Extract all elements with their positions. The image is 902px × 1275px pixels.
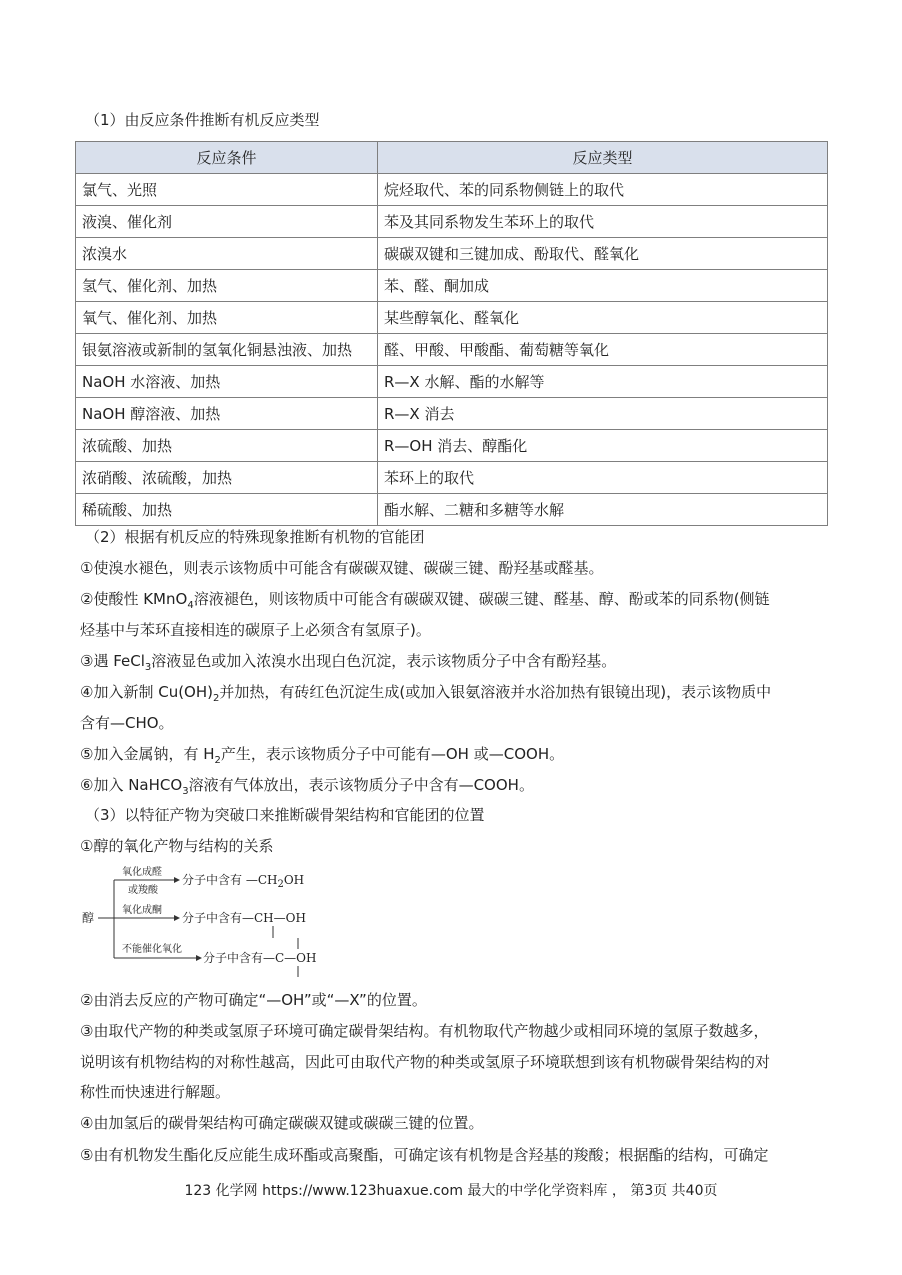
type-cell: 烷烃取代、苯的同系物侧链上的取代 <box>378 174 828 206</box>
type-cell: R—X 消去 <box>378 398 828 430</box>
s3-line-4: ④由加氢后的碳骨架结构可确定碳碳双键或碳碳三键的位置。 <box>80 1114 484 1132</box>
type-cell: R—X 水解、酯的水解等 <box>378 366 828 398</box>
alcohol-oxidation-diagram <box>82 862 372 980</box>
branch-1-result <box>182 872 304 890</box>
s3-line-5: ⑤由有机物发生酯化反应能生成环酯或高聚酯，可确定该有机物是含羟基的羧酸；根据酯的结构，可确定 <box>80 1146 769 1164</box>
condition-cell: 浓硝酸、浓硫酸，加热 <box>76 462 378 494</box>
section-1-title: （1）由反应条件推断有机反应类型 <box>85 111 320 129</box>
condition-cell: 浓溴水 <box>76 238 378 270</box>
s2-line-3-sub: 3 <box>144 662 152 673</box>
type-cell: 苯及其同系物发生苯环上的取代 <box>378 206 828 238</box>
s2-line-5b: 产生，表示该物质分子中可能有—OH 或—COOH。 <box>220 745 565 763</box>
table-row <box>76 366 828 398</box>
branch-2-top-label: 氧化成酮 <box>122 905 162 916</box>
branch-3-top-label: 不能催化氧化 <box>122 944 182 955</box>
table-row <box>76 398 828 430</box>
type-cell: 某些醇氧化、醛氧化 <box>378 302 828 334</box>
s3-line-3b: 说明该有机物结构的对称性越高，因此可由取代产物的种类或氢原子环境联想到该有机物碳骨架结构的对 <box>80 1053 771 1071</box>
condition-cell: NaOH 水溶液、加热 <box>76 366 378 398</box>
s2-line-2a: ②使酸性 KMnO <box>80 590 188 608</box>
branch-3-result: 分子中含有—C—OH <box>203 951 317 965</box>
table-row <box>76 270 828 302</box>
s2-line-4c: 含有—CHO。 <box>80 714 174 732</box>
s2-line-2 <box>80 589 770 609</box>
condition-cell: 氯气、光照 <box>76 174 378 206</box>
table-row <box>76 430 828 462</box>
reaction-conditions-table <box>75 141 828 526</box>
s2-line-4 <box>80 682 771 702</box>
header-reaction-type: 反应类型 <box>378 142 828 174</box>
arrow-2-head <box>174 915 180 921</box>
condition-cell: 液溴、催化剂 <box>76 206 378 238</box>
s2-line-5 <box>80 744 564 764</box>
type-cell: 碳碳双键和三键加成、酚取代、醛氧化 <box>378 238 828 270</box>
s3-line-2: ②由消去反应的产物可确定“—OH”或“—X”的位置。 <box>80 991 427 1009</box>
s2-line-5a: ⑤加入金属钠，有 H <box>80 745 215 763</box>
s3-line-3a: ③由取代产物的种类或氢原子环境可确定碳骨架结构。有机物取代产物越少或相同环境的氢原子数越多， <box>80 1022 769 1040</box>
table-row <box>76 206 828 238</box>
s2-line-6b: 溶液有气体放出，表示该物质分子中含有—COOH。 <box>188 776 534 794</box>
branch-1-top-label: 氧化成醛 <box>122 867 162 878</box>
arrow-3-head <box>196 955 202 961</box>
condition-cell: 氢气、催化剂、加热 <box>76 270 378 302</box>
s2-line-2b: 溶液褪色，则该物质中可能含有碳碳双键、碳碳三键、醛基、醇、酚或苯的同系物(侧链 <box>193 590 770 608</box>
type-cell: 苯环上的取代 <box>378 462 828 494</box>
s2-line-6 <box>80 775 534 795</box>
s2-line-4-sub: 2 <box>213 693 220 704</box>
s2-line-3b: 溶液显色或加入浓溴水出现白色沉淀，表示该物质分子中含有酚羟基。 <box>151 652 617 670</box>
header-condition: 反应条件 <box>76 142 378 174</box>
type-cell: 醛、甲酸、甲酸酯、葡萄糖等氧化 <box>378 334 828 366</box>
s2-line-6a: ⑥加入 NaHCO <box>80 776 183 794</box>
section-3-title: （3）以特征产物为突破口来推断碳骨架结构和官能团的位置 <box>85 806 485 824</box>
branch-1-result-sub: 2 <box>277 879 284 890</box>
page-footer: 123 化学网 https://www.123huaxue.com 最大的中学化学资料库 ， 第3页 共40页 <box>184 1183 718 1199</box>
condition-cell: 氧气、催化剂、加热 <box>76 302 378 334</box>
branch-2-result: 分子中含有—CH—OH <box>182 911 306 925</box>
table-row <box>76 302 828 334</box>
branch-1-result-text: 分子中含有 —CH <box>182 873 278 887</box>
type-cell: 酯水解、二糖和多糖等水解 <box>378 494 828 526</box>
diagram-root-label: 醇 <box>82 911 95 925</box>
condition-cell: NaOH 醇溶液、加热 <box>76 398 378 430</box>
table-row <box>76 462 828 494</box>
table-row <box>76 174 828 206</box>
s3-line-1: ①醇的氧化产物与结构的关系 <box>80 837 274 855</box>
s2-line-5-sub: 2 <box>214 755 221 766</box>
condition-cell: 稀硫酸、加热 <box>76 494 378 526</box>
table-header-row <box>76 142 828 174</box>
section-2-title: （2）根据有机反应的特殊现象推断有机物的官能团 <box>85 528 425 546</box>
s3-line-3c: 称性而快速进行解题。 <box>80 1083 231 1101</box>
s2-line-1: ①使溴水褪色，则表示该物质中可能含有碳碳双键、碳碳三键、酚羟基或醛基。 <box>80 559 604 577</box>
s2-line-3a: ③遇 FeCl <box>80 652 145 670</box>
s2-line-3 <box>80 651 616 671</box>
arrow-1-head <box>174 877 180 883</box>
table-row <box>76 238 828 270</box>
s2-line-4b: 并加热，有砖红色沉淀生成(或加入银氨溶液并水浴加热有银镜出现)，表示该物质中 <box>219 683 772 701</box>
s2-line-2c: 烃基中与苯环直接相连的碳原子上必须含有氢原子)。 <box>80 621 431 639</box>
type-cell: R—OH 消去、醇酯化 <box>378 430 828 462</box>
type-cell: 苯、醛、酮加成 <box>378 270 828 302</box>
s2-line-4a: ④加入新制 Cu(OH) <box>80 683 213 701</box>
s2-line-2-sub: 4 <box>187 600 194 611</box>
table-row <box>76 334 828 366</box>
table-row <box>76 494 828 526</box>
condition-cell: 浓硫酸、加热 <box>76 430 378 462</box>
condition-cell: 银氨溶液或新制的氢氧化铜悬浊液、加热 <box>76 334 378 366</box>
branch-1-result-tail: OH <box>283 873 305 887</box>
branch-1-bottom-label: 或羧酸 <box>128 885 158 896</box>
s2-line-6-sub: 3 <box>182 786 189 797</box>
